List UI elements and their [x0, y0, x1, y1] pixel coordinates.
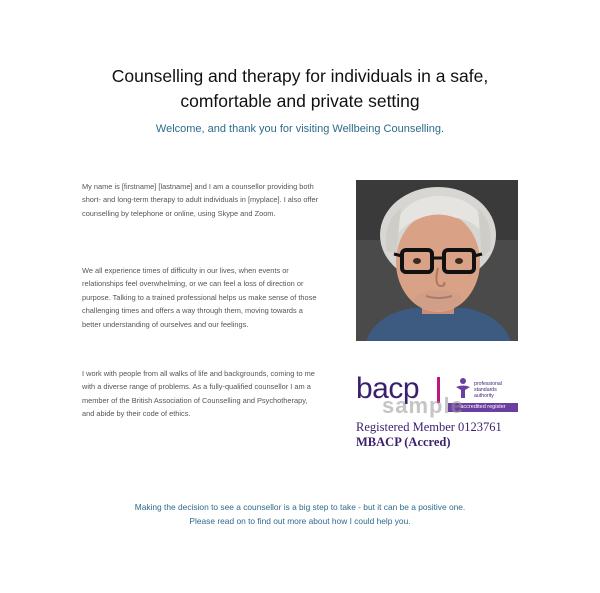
bacp-badge	[356, 373, 526, 451]
intro-paragraph-3: I work with people from all walks of life and backgrounds, coming to me with a diverse range of problems. As a fully-qualified counsellor I am a member of the British Association of Counselling and Psychotherapy, and abide by their code of ethics.	[82, 369, 315, 419]
mbacp-accred-text: MBACP (Accred)	[356, 435, 451, 449]
closing-text	[60, 501, 540, 528]
psa-line-2: standards	[474, 387, 497, 393]
counsellor-photo	[356, 180, 518, 341]
portrait-icon	[356, 180, 518, 341]
psa-line-3: authority	[474, 393, 494, 399]
bacp-logo-text: bacp	[356, 372, 420, 405]
closing-line-2: Please read on to find out more about how I could help you.	[189, 515, 411, 526]
page-heading	[60, 64, 540, 114]
accredited-register-label: accredited register	[448, 403, 518, 412]
intro-paragraph-1: My name is [firstname] [lastname] and I am a counsellor providing both short- and long-term therapy to adult individuals in [myplace]. I also offer counselling by telephone or online, using Skype and Zoom.	[82, 182, 319, 218]
sample-watermark: sample	[382, 393, 464, 418]
heading-line-1: Counselling and therapy for individuals in a safe,	[111, 66, 489, 86]
psa-line-1: professional	[474, 381, 502, 387]
closing-line-1: Making the decision to see a counsellor is a big step to take - but it can be a positive one.	[134, 502, 466, 512]
intro-paragraph-2: We all experience times of difficulty in our lives, when events or relationships feel overwhelming, or we can feel a loss of direction or purpose. Talking to a trained professional helps us make sense of those challenging times and offers a way through them, moving towards a better understanding of ourselves and our feelings.	[82, 266, 317, 329]
heading-line-2: comfortable and private setting	[180, 91, 420, 111]
registered-member-text: Registered Member 0123761	[356, 420, 502, 434]
welcome-text: Welcome, and thank you for visiting Wellbeing Counselling.	[155, 123, 445, 135]
